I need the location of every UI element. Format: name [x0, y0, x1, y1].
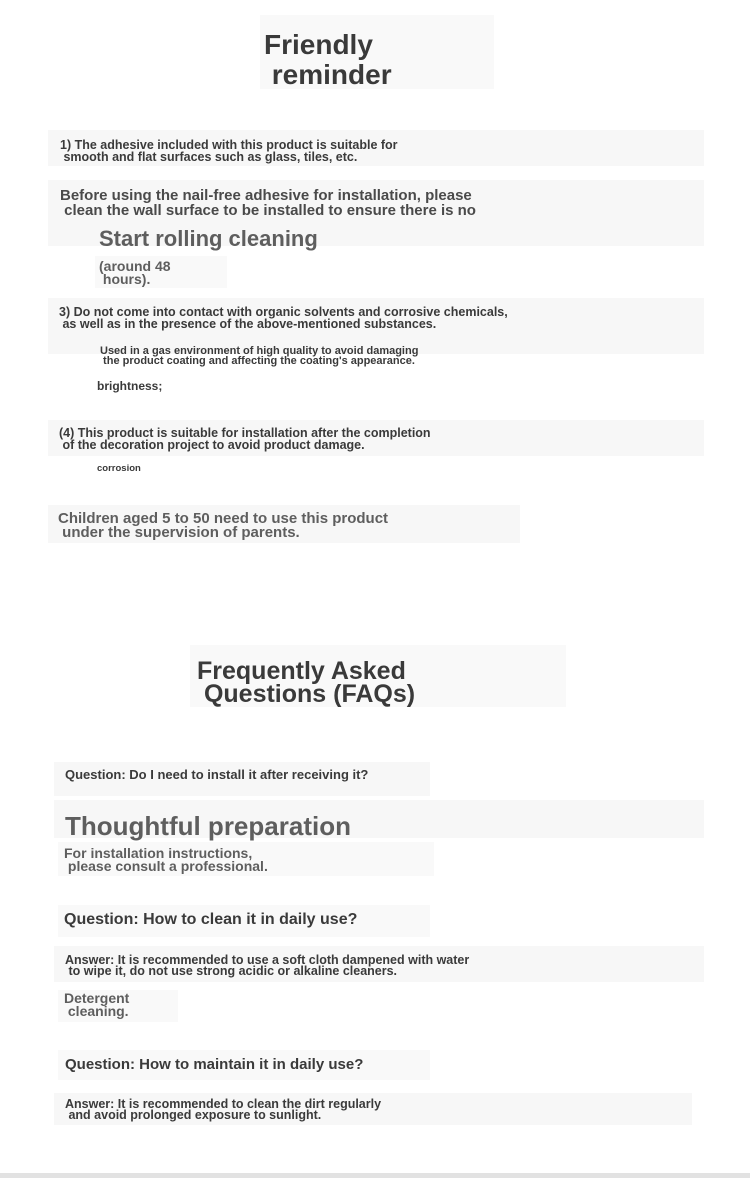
reminder-item-3-sub: Used in a gas environment of high quality to avoid damaging the product coating and affecting the coating's appearance.: [100, 345, 419, 367]
reminder-item-1: 1) The adhesive included with this product is suitable for smooth and flat surfaces such as glass, tiles, etc.: [60, 138, 398, 164]
reminder-title: Friendly reminder: [264, 29, 392, 90]
reminder-item-5: Children aged 5 to 50 need to use this product under the supervision of parents.: [58, 510, 389, 541]
reminder-item-4-corrosion: corrosion: [97, 463, 141, 474]
bottom-divider: [0, 1173, 750, 1178]
faq-answer-3: Answer: It is recommended to clean the dirt regularly and avoid prolonged exposure to sunlight.: [65, 1097, 382, 1122]
reminder-item-2: Before using the nail-free adhesive for installation, please clean the wall surface to be installed to ensure there is no: [60, 187, 476, 219]
faq-answer-1: For installation instructions, please consult a professional.: [64, 845, 268, 874]
reminder-item-2-note: (around 48 hours).: [99, 258, 171, 287]
faq-question-2: Question: How to clean it in daily use?: [64, 911, 358, 928]
reminder-item-2-heading: Start rolling cleaning: [99, 226, 318, 251]
faq-answer-2: Answer: It is recommended to use a soft cloth dampened with water to wipe it, do not use strong acidic or alkaline cleaners.: [65, 953, 470, 978]
faq-answer-1-heading: Thoughtful preparation: [65, 811, 351, 841]
reminder-item-4: (4) This product is suitable for installation after the completion of the decoration project to avoid product damage.: [59, 426, 431, 452]
faq-question-3: Question: How to maintain it in daily use?: [65, 1056, 364, 1073]
reminder-item-3-brightness: brightness;: [97, 379, 163, 393]
faq-answer-2-extra: Detergent cleaning.: [64, 990, 130, 1019]
reminder-item-3: 3) Do not come into contact with organic solvents and corrosive chemicals, as well as in the presence of the above-mentioned substances.: [59, 305, 508, 331]
faq-title: Frequently Asked Questions (FAQs): [197, 657, 416, 708]
faq-question-1: Question: Do I need to install it after receiving it?: [65, 767, 369, 782]
